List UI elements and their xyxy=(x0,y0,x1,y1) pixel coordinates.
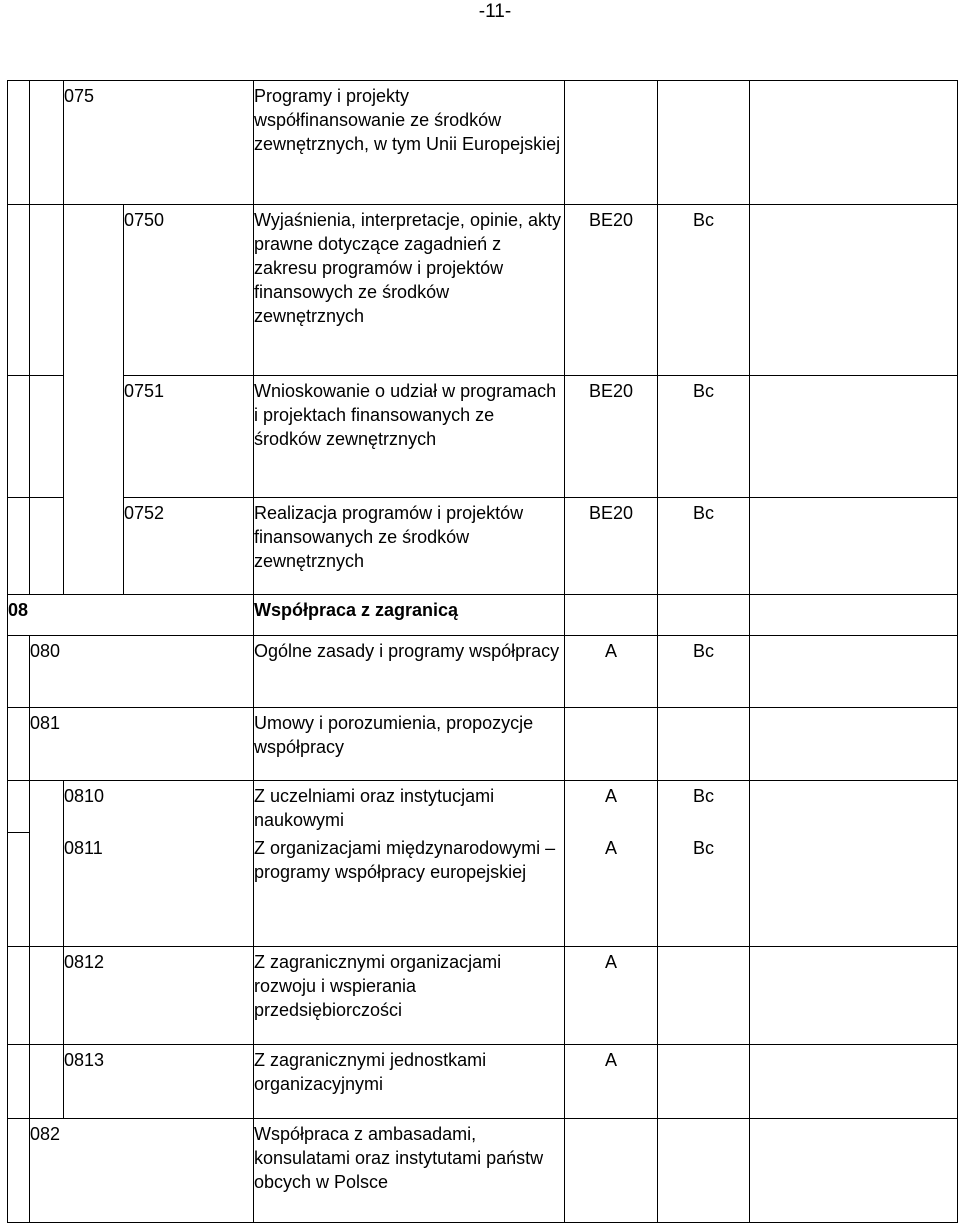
row-category-2: Bc xyxy=(692,210,714,230)
row-category-2: Bc xyxy=(692,786,714,806)
row-category-2: Bc xyxy=(692,503,714,523)
row-category-1: A xyxy=(604,952,617,972)
row-code: 0811 xyxy=(64,837,103,858)
row-category-1: BE20 xyxy=(588,381,634,401)
table-row xyxy=(8,1045,958,1119)
row-category-1 xyxy=(565,81,657,84)
row-code: 081 xyxy=(30,713,61,733)
row-description: Współpraca z ambasadami, konsulatami oraz instytutami państw obcych w Polsce xyxy=(254,1124,544,1192)
table-row xyxy=(8,781,958,833)
row-category-1 xyxy=(565,1119,657,1122)
row-category-2 xyxy=(658,1119,749,1122)
row-category-2 xyxy=(658,708,749,711)
row-category-1: A xyxy=(604,837,617,858)
row-code: 082 xyxy=(30,1124,61,1144)
row-code: 0813 xyxy=(64,1050,105,1070)
table-row xyxy=(8,947,958,1045)
row-description: Realizacja programów i projektów finansowanych ze środków zewnętrznych xyxy=(254,503,524,571)
row-code: 080 xyxy=(30,641,61,661)
row-category-2: Bc xyxy=(692,837,714,858)
row-description: Ogólne zasady i programy współpracy xyxy=(254,641,560,661)
row-code: 0812 xyxy=(64,952,105,972)
row-description: Z zagranicznymi organizacjami rozwoju i wspierania przedsiębiorczości xyxy=(254,952,502,1020)
table-row xyxy=(8,636,958,708)
section-row xyxy=(8,595,958,636)
row-category-1: A xyxy=(604,1050,617,1070)
row-description: Z organizacjami międzynarodowymi – programy współpracy europejskiej xyxy=(254,837,556,882)
table-row xyxy=(8,708,958,781)
page-number: -11- xyxy=(478,1,512,22)
row-category-2: Bc xyxy=(692,641,714,661)
row-category-1 xyxy=(565,595,657,598)
row-description: Programy i projekty współfinansowanie ze środków zewnętrznych, w tym Unii Europejskiej xyxy=(254,86,561,154)
classification-table xyxy=(7,80,958,1223)
row-code: 0810 xyxy=(64,786,105,806)
table-row xyxy=(8,498,958,595)
row-code: 0752 xyxy=(124,503,165,523)
table-row xyxy=(8,1119,958,1223)
row-category-1: BE20 xyxy=(588,503,634,523)
row-category-2: Bc xyxy=(692,381,714,401)
row-code: 0751 xyxy=(124,381,165,401)
row-category-2 xyxy=(658,81,749,84)
row-category-2 xyxy=(658,595,749,598)
row-code: 075 xyxy=(64,86,95,106)
row-category-1: A xyxy=(604,641,617,661)
row-category-2 xyxy=(658,947,749,950)
row-description: Umowy i porozumienia, propozycje współpracy xyxy=(254,713,534,757)
row-description: Wnioskowanie o udział w programach i projektach finansowanych ze środków zewnętrznych xyxy=(254,381,557,449)
row-code: 0750 xyxy=(124,210,165,230)
row-description: Z zagranicznymi jednostkami organizacyjnymi xyxy=(254,1050,487,1094)
row-category-1 xyxy=(565,708,657,711)
table-row xyxy=(8,376,958,498)
table-row xyxy=(8,205,958,376)
row-description: Wyjaśnienia, interpretacje, opinie, akty prawne dotyczące zagadnień z zakresu programów i projektów finansowych ze środków zewnętrznych xyxy=(254,210,561,326)
row-category-2 xyxy=(658,1045,749,1048)
section-title: Współpraca z zagranicą xyxy=(254,600,459,620)
row-category-1: BE20 xyxy=(588,210,634,230)
row-description: Z uczelniami oraz instytucjami naukowymi xyxy=(254,786,495,830)
row-category-1: A xyxy=(604,786,617,806)
section-code: 08 xyxy=(8,600,29,620)
table-row xyxy=(8,81,958,205)
table-row xyxy=(8,833,958,947)
